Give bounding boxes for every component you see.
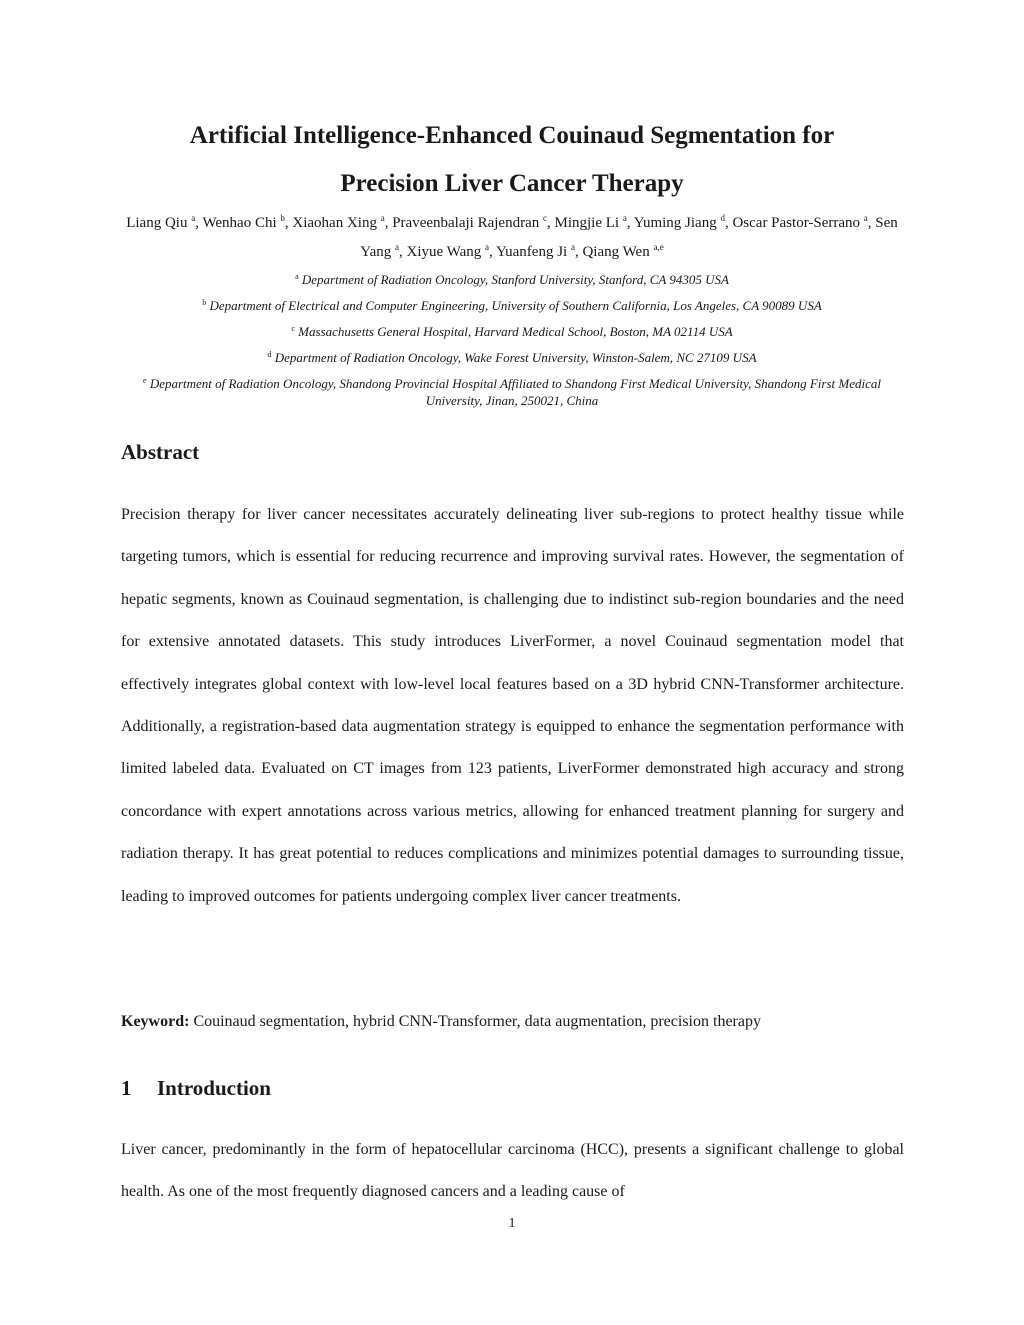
author-affiliation-marker: a bbox=[570, 242, 575, 252]
section-title: Introduction bbox=[157, 1076, 271, 1100]
author-affiliation-marker: c bbox=[543, 213, 547, 223]
affiliation-marker: a bbox=[295, 272, 299, 281]
author-affiliation-marker: a bbox=[395, 242, 399, 252]
affiliation-text: Department of Electrical and Computer Engineering, University of Southern California, Los Angeles, CA 90089 USA bbox=[209, 298, 822, 313]
author-affiliation-marker: a bbox=[622, 213, 627, 223]
title-line-1: Artificial Intelligence-Enhanced Couinaud Segmentation for bbox=[189, 122, 835, 149]
affiliation-b bbox=[100, 297, 924, 314]
affiliation-marker: d bbox=[267, 350, 272, 359]
author-name: Xiaohan Xing bbox=[292, 215, 377, 231]
affiliation-text: Department of Radiation Oncology, Shandong Provincial Hospital Affiliated to Shandong First Medical University, Shandong First Medical University, Jinan, 250021, China bbox=[149, 376, 881, 408]
affiliation-e bbox=[122, 375, 902, 409]
author-name: Xiyue Wang bbox=[406, 244, 482, 260]
author-affiliation-marker: d bbox=[720, 213, 725, 223]
author-name: Yuanfeng Ji bbox=[495, 244, 568, 260]
author-affiliation-marker: a bbox=[485, 242, 490, 252]
affiliation-c bbox=[100, 323, 924, 340]
paper-title bbox=[100, 112, 924, 208]
section-number: 1 bbox=[121, 1076, 132, 1100]
author-name: Yuming Jiang bbox=[633, 215, 717, 231]
introduction-heading bbox=[121, 1076, 271, 1101]
affiliation-marker: e bbox=[143, 376, 147, 385]
introduction-text: Liver cancer, predominantly in the form of hepatocellular carcinoma (HCC), presents a significant challenge to global health. As one of the most frequently diagnosed cancers and a leading cause of bbox=[121, 1141, 904, 1201]
page-number: 1 bbox=[508, 1216, 516, 1231]
author-name: Qiang Wen bbox=[582, 244, 650, 260]
affiliation-text: Department of Radiation Oncology, Wake Forest University, Winston-Salem, NC 27109 USA bbox=[274, 350, 757, 365]
affiliation-text: Department of Radiation Oncology, Stanford University, Stanford, CA 94305 USA bbox=[301, 272, 729, 287]
keyword-text: Couinaud segmentation, hybrid CNN-Transformer, data augmentation, precision therapy bbox=[193, 1013, 761, 1030]
author-affiliation-marker: a,e bbox=[653, 242, 664, 252]
keyword-line bbox=[121, 1008, 904, 1036]
keyword-label: Keyword: bbox=[121, 1013, 190, 1030]
abstract-text: Precision therapy for liver cancer necessitates accurately delineating liver sub-regions to protect healthy tissue while targeting tumors, which is essential for reducing recurrence and improving survival rates. However, the segmentation of hepatic segments, known as Couinaud segmentation, is challenging due to indistinct sub-region boundaries and the need for extensive annotated datasets. This study introduces LiverFormer, a novel Couinaud segmentation model that effectively integrates global context with low-level local features based on a 3D hybrid CNN-Transformer architecture. Additionally, a registration-based data augmentation strategy is equipped to enhance the segmentation performance with limited labeled data. Evaluated on CT images from 123 patients, LiverFormer demonstrated high accuracy and strong concordance with expert annotations across various metrics, allowing for enhanced treatment planning for surgery and radiation therapy. It has great potential to reduces complications and minimizes potential damages to surrounding tissue, leading to improved outcomes for patients undergoing complex liver cancer treatments. bbox=[121, 506, 904, 905]
abstract-heading: Abstract bbox=[121, 440, 200, 464]
affiliation-marker: c bbox=[291, 324, 295, 333]
author-affiliation-marker: a bbox=[863, 213, 868, 223]
author-name: Oscar Pastor-Serrano bbox=[732, 215, 861, 231]
author-name: Praveenbalaji Rajendran bbox=[392, 215, 540, 231]
affiliation-text: Massachusetts General Hospital, Harvard Medical School, Boston, MA 02114 USA bbox=[298, 324, 733, 339]
author-affiliation-marker: a bbox=[380, 213, 385, 223]
author-name: Liang Qiu bbox=[126, 215, 188, 231]
affiliation-a bbox=[100, 271, 924, 288]
affiliation-marker: b bbox=[202, 298, 207, 307]
author-name: Mingjie Li bbox=[554, 215, 620, 231]
author-affiliation-marker: b bbox=[280, 213, 285, 223]
author-name: Sen Yang bbox=[360, 215, 898, 260]
author-affiliation-marker: a bbox=[191, 213, 196, 223]
author-list: Liang Qiu $^a$, Wenhao Chi $^b$, Xiaohan Xing $^a$, Praveenbalaji Rajendran $^c$, Mingjie Li $^a$, Yuming Jiang $^d$, Oscar Pastor-Serrano $^a$, Sen Yang $^a$, Xiyue Wang $^a$, Yuanfeng Ji $^a$, Qiang Wen $^{a,e}$ bbox=[126, 213, 898, 260]
author-name: Wenhao Chi bbox=[202, 215, 277, 231]
affiliation-d bbox=[100, 349, 924, 366]
title-line-2: Precision Liver Cancer Therapy bbox=[340, 170, 684, 197]
